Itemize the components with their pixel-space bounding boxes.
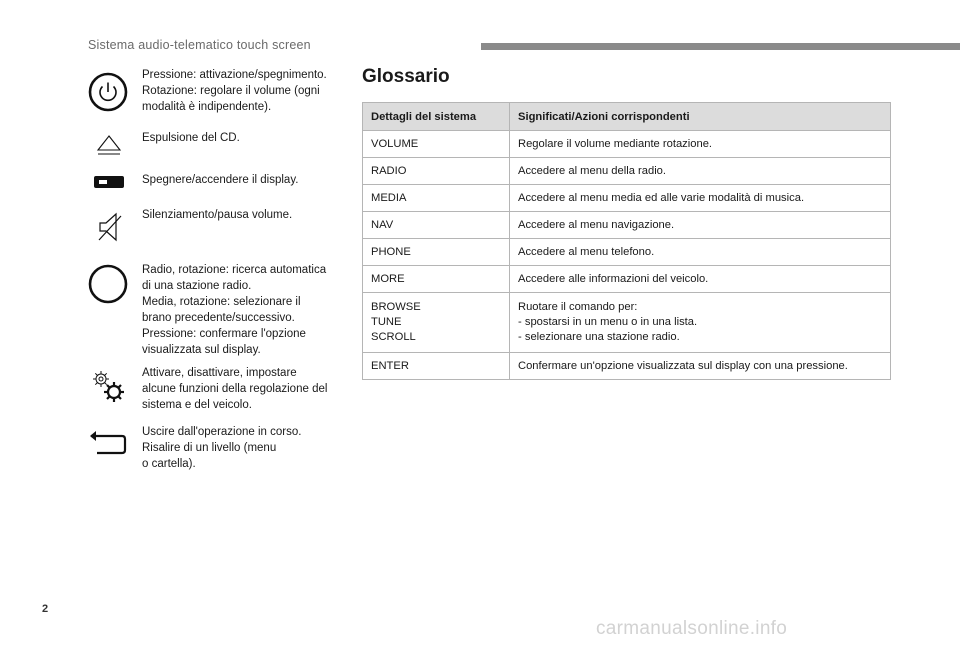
power-knob-description bbox=[142, 67, 342, 115]
bullet-item bbox=[518, 315, 882, 330]
term-cell: ENTER bbox=[363, 353, 510, 380]
table-row bbox=[363, 158, 891, 185]
description-line: Silenziamento/pausa volume. bbox=[142, 209, 293, 221]
description-line: Rotazione: regolare il volume (ogni bbox=[142, 85, 320, 97]
bullet-item bbox=[518, 330, 882, 345]
meaning-cell bbox=[510, 293, 891, 353]
table-row bbox=[363, 185, 891, 212]
header-bar bbox=[481, 43, 960, 50]
description-line: brano precedente/successivo. bbox=[142, 312, 295, 324]
meaning-cell: Accedere al menu telefono. bbox=[510, 239, 891, 266]
rotary-knob-icon bbox=[88, 264, 128, 304]
meaning-cell: Accedere al menu navigazione. bbox=[510, 212, 891, 239]
table-row bbox=[363, 266, 891, 293]
bullet-text: spostarsi in un menu o in una lista. bbox=[524, 316, 698, 328]
term-cell: MORE bbox=[363, 266, 510, 293]
term-line: BROWSE bbox=[371, 301, 421, 313]
mute-description bbox=[142, 207, 342, 223]
rotary-knob-description bbox=[142, 262, 342, 358]
eject-icon bbox=[94, 133, 124, 157]
description-line: Uscire dall'operazione in corso. bbox=[142, 426, 302, 438]
description-line: di una stazione radio. bbox=[142, 280, 252, 292]
term-cell: VOLUME bbox=[363, 131, 510, 158]
description-line: Radio, rotazione: ricerca automatica bbox=[142, 264, 327, 276]
meaning-intro: Ruotare il comando per: bbox=[518, 301, 638, 313]
settings-gears-icon bbox=[90, 368, 126, 404]
term-line: TUNE bbox=[371, 316, 402, 328]
description-line: modalità è indipendente). bbox=[142, 101, 272, 113]
term-cell: PHONE bbox=[363, 239, 510, 266]
table-row bbox=[363, 353, 891, 380]
bullet-dash: - bbox=[518, 316, 522, 328]
table-row bbox=[363, 293, 891, 353]
bullet-text: selezionare una stazione radio. bbox=[524, 331, 680, 343]
page-number: 2 bbox=[42, 603, 49, 615]
table-header-row bbox=[363, 103, 891, 131]
back-arrow-icon bbox=[88, 428, 128, 456]
description-line: Media, rotazione: selezionare il bbox=[142, 296, 301, 308]
description-line: Risalire di un livello (menu bbox=[142, 442, 277, 454]
eject-description bbox=[142, 130, 342, 146]
description-line: Espulsione del CD. bbox=[142, 132, 240, 144]
glossary-table bbox=[362, 102, 891, 380]
meaning-cell: Accedere al menu della radio. bbox=[510, 158, 891, 185]
display-toggle-icon bbox=[93, 174, 125, 190]
description-line: sistema e del veicolo. bbox=[142, 399, 252, 411]
mute-icon bbox=[96, 211, 124, 243]
description-line: Attivare, disattivare, impostare bbox=[142, 367, 297, 379]
description-line: o cartella). bbox=[142, 458, 196, 470]
bullet-dash: - bbox=[518, 331, 522, 343]
meaning-cell: Accedere alle informazioni del veicolo. bbox=[510, 266, 891, 293]
watermark: carmanualsonline.info bbox=[596, 618, 788, 639]
term-cell: RADIO bbox=[363, 158, 510, 185]
back-description bbox=[142, 424, 342, 472]
description-line: alcune funzioni della regolazione del bbox=[142, 383, 328, 395]
meaning-cell: Accedere al menu media ed alle varie modalità di musica. bbox=[510, 185, 891, 212]
glossary-title: Glossario bbox=[362, 66, 450, 87]
section-header-title: Sistema audio-telematico touch screen bbox=[88, 38, 311, 52]
description-line: Pressione: confermare l'opzione bbox=[142, 328, 306, 340]
description-line: Spegnere/accendere il display. bbox=[142, 174, 299, 186]
meaning-cell: Regolare il volume mediante rotazione. bbox=[510, 131, 891, 158]
meaning-cell: Confermare un'opzione visualizzata sul display con una pressione. bbox=[510, 353, 891, 380]
table-row bbox=[363, 212, 891, 239]
settings-description bbox=[142, 365, 342, 413]
term-cell bbox=[363, 293, 510, 353]
term-line: SCROLL bbox=[371, 331, 416, 343]
term-cell: NAV bbox=[363, 212, 510, 239]
column-header: Significati/Azioni corrispondenti bbox=[510, 103, 891, 131]
term-cell: MEDIA bbox=[363, 185, 510, 212]
table-row bbox=[363, 131, 891, 158]
table-row bbox=[363, 239, 891, 266]
description-line: Pressione: attivazione/spegnimento. bbox=[142, 69, 327, 81]
description-line: visualizzata sul display. bbox=[142, 344, 261, 356]
power-knob-icon bbox=[88, 72, 128, 112]
display-toggle-description bbox=[142, 172, 342, 188]
column-header: Dettagli del sistema bbox=[363, 103, 510, 131]
